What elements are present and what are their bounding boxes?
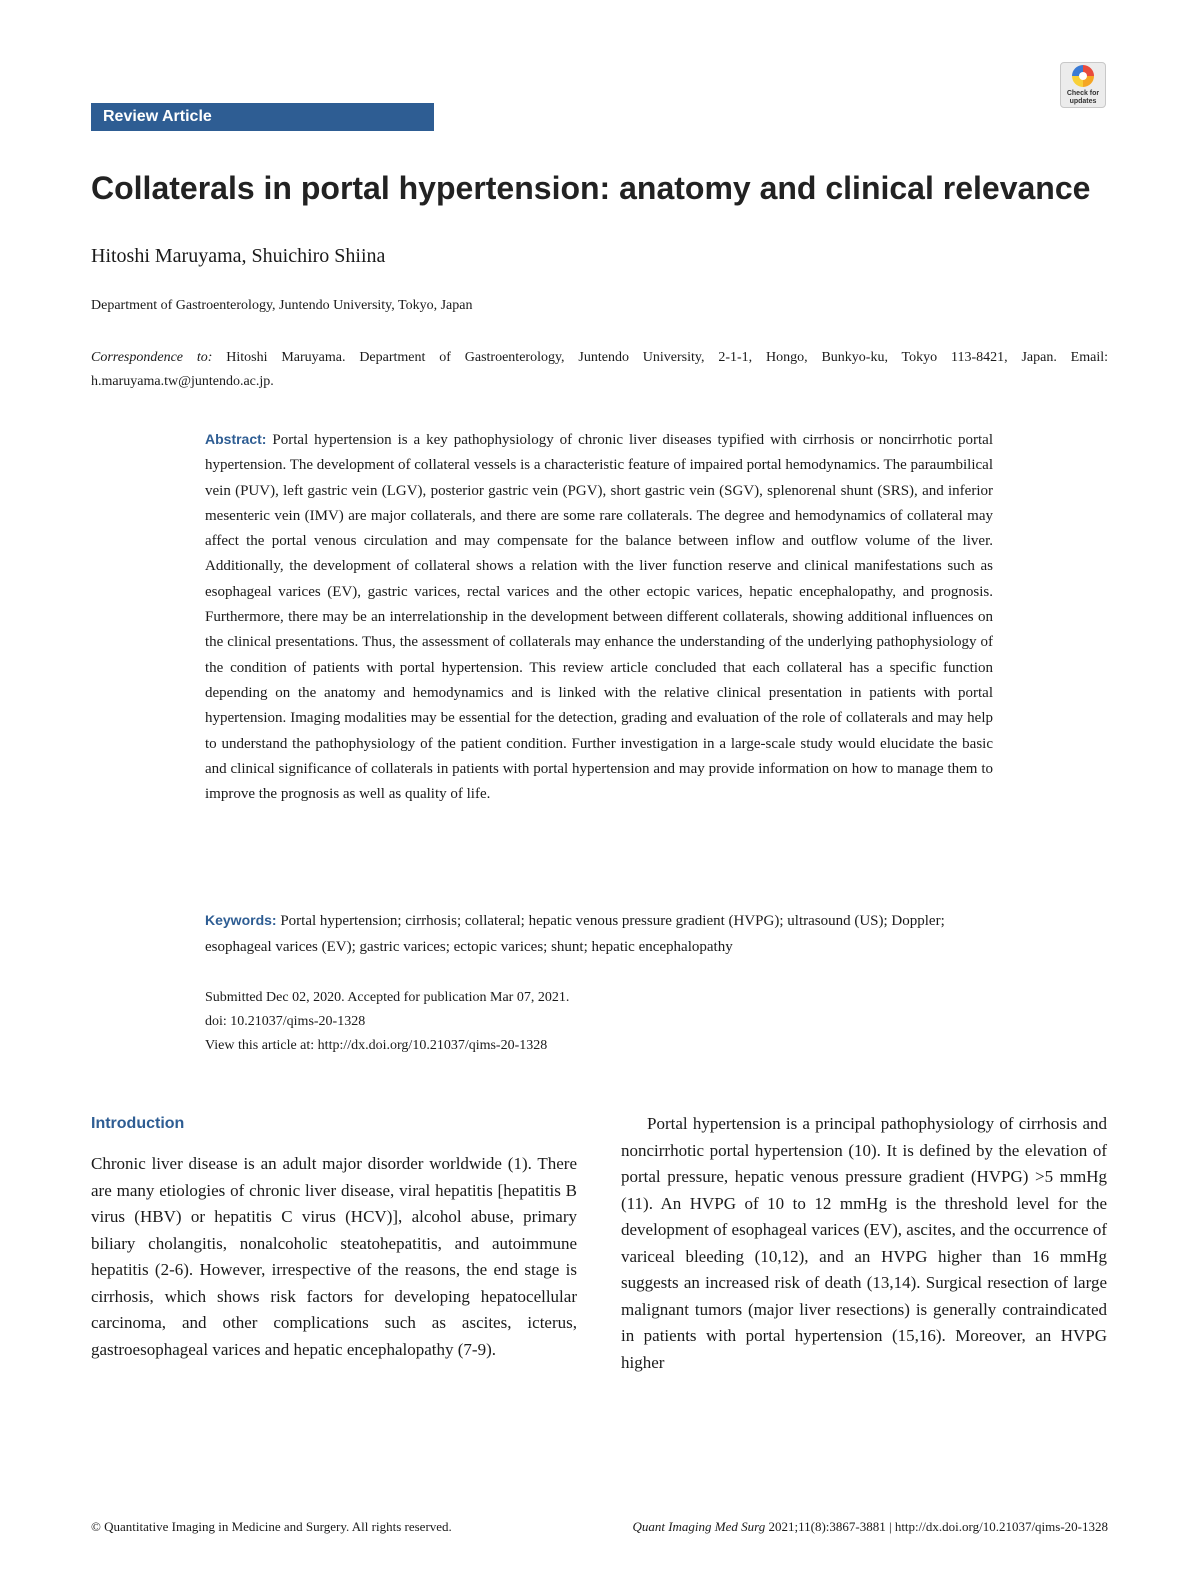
abstract [205, 427, 993, 807]
correspondence [91, 346, 1108, 394]
body-paragraph-left: Chronic liver disease is an adult major disorder worldwide (1). There are many etiologies of chronic liver disease, viral hepatitis [hepatitis B virus (HBV) or hepatitis C virus (HCV)], alcohol abuse, primary biliary cholangitis, nonalcoholic steatohepatitis, and autoimmune hepatitis (2-6). However, irrespective of the reasons, the end stage is cirrhosis, which shows risk factors for developing hepatocellular carcinoma, and other complications such as ascites, icterus, gastroesophageal varices and hepatic encephalopathy (7-9). [91, 1154, 577, 1359]
keywords [205, 907, 993, 960]
section-heading-introduction: Introduction [91, 1115, 185, 1132]
affiliation: Department of Gastroenterology, Juntendo University, Tokyo, Japan [91, 298, 473, 313]
body-paragraph-right: Portal hypertension is a principal pathophysiology of cirrhosis and noncirrhotic portal hypertension (10). It is defined by the elevation of portal pressure, hepatic venous pressure gradient (HVPG) >5 mmHg (11). An HVPG of 10 to 12 mmHg is the threshold level for the development of esophageal varices (EV), ascites, and the occurrence of variceal bleeding (10,12), and an HVPG higher than 16 mmHg suggests an increased risk of death (13,14). Surgical resection of large malignant tumors (major liver resections) is generally contraindicated in patients with portal hypertension (15,16). Moreover, an HVPG higher [621, 1114, 1107, 1372]
check-for-updates-icon [1072, 65, 1094, 87]
footer-citation-text: 2021;11(8):3867-3881 | http://dx.doi.org/10.21037/qims-20-1328 [765, 1519, 1108, 1534]
submission-dates: Submitted Dec 02, 2020. Accepted for publication Mar 07, 2021. [205, 990, 570, 1005]
abstract-text: Portal hypertension is a key pathophysiology of chronic liver diseases typified with cirrhosis or noncirrhotic portal hypertension. The development of collateral vessels is a characteristic feature of impaired portal hemodynamics. The paraumbilical vein (PUV), left gastric vein (LGV), posterior gastric vein (PGV), short gastric vein (SGV), splenorenal shunt (SRS), and inferior mesenteric vein (IMV) are major collaterals, and there are some rare collaterals. The degree and hemodynamics of collateral may affect the portal venous circulation and may compensate for the balance between inflow and outflow volume of the liver. Additionally, the development of collateral shows a relation with the liver function reserve and clinical manifestations such as esophageal varices (EV), gastric varices, rectal varices and the other ectopic varices, hepatic encephalopathy, and prognosis. Furthermore, there may be an interrelationship in the development between different collaterals, showing additional influences on the clinical presentations. Thus, the assessment of collaterals may enhance the understanding of the underlying pathophysiology of the condition of patients with portal hypertension. This review article concluded that each collateral has a specific function depending on the anatomy and hemodynamics and is linked with the relative clinical presentation in patients with portal hypertension. Imaging modalities may be essential for the detection, grading and evaluation of the role of collaterals and may help to understand the pathophysiology of the patient condition. Further investigation in a large-scale study would elucidate the basic and clinical significance of collaterals in patients with portal hypertension and may provide information on how to manage them to improve the prognosis as well as quality of life. [205, 432, 993, 803]
badge-label: Check for updates [1066, 89, 1100, 105]
abstract-label: Abstract: [205, 431, 267, 447]
article-meta [205, 986, 569, 1058]
keywords-label: Keywords: [205, 912, 277, 928]
doi[interactable]: doi: 10.21037/qims-20-1328 [205, 1014, 366, 1029]
correspondence-label: Correspondence to: [91, 350, 213, 365]
keywords-text: Portal hypertension; cirrhosis; collateral; hepatic venous pressure gradient (HVPG); ultrasound (US); Doppler; esophageal varices (EV); gastric varices; ectopic varices; shunt; hepatic encephalopathy [205, 913, 945, 955]
correspondence-text: Hitoshi Maruyama. Department of Gastroenterology, Juntendo University, 2-1-1, Hongo, Bunkyo-ku, Tokyo 113-8421, Japan. Email: h.maruyama.tw@juntendo.ac.jp. [91, 350, 1108, 389]
article-title: Collaterals in portal hypertension: anatomy and clinical relevance [91, 170, 1091, 206]
author-list: Hitoshi Maruyama, Shuichiro Shiina [91, 245, 386, 267]
article-type-banner: Review Article [91, 103, 434, 131]
view-article-link[interactable]: View this article at: http://dx.doi.org/10.21037/qims-20-1328 [205, 1038, 548, 1053]
check-for-updates-badge[interactable] [1060, 62, 1106, 108]
footer-journal: Quant Imaging Med Surg [632, 1519, 766, 1534]
footer-copyright: © Quantitative Imaging in Medicine and Surgery. All rights reserved. [91, 1519, 452, 1534]
footer-citation [563, 1518, 1108, 1536]
